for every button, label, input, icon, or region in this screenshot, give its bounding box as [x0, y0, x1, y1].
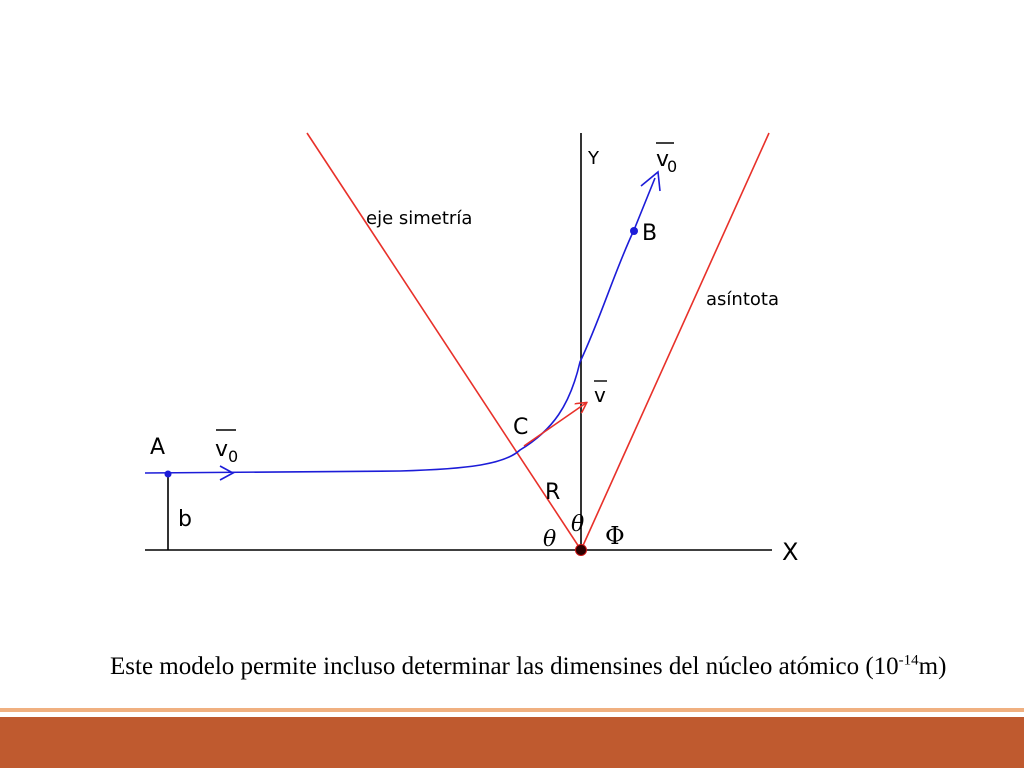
footer-bar [0, 717, 1024, 768]
label-v0-initial: v [215, 437, 229, 462]
label-axis-x: X [782, 538, 799, 566]
label-impact-parameter: b [178, 507, 192, 532]
velocity-c-arrow [524, 403, 586, 446]
caption-text: Este modelo permite incluso determinar las dimensines del núcleo atómico (10 [110, 653, 899, 680]
asymptote-line [581, 133, 769, 550]
label-point-a: A [150, 435, 166, 460]
label-theta-top: θ [571, 512, 585, 537]
label-phi: Φ [605, 522, 625, 550]
label-symmetry-axis: eje simetría [366, 208, 473, 229]
caption-unit: m) [918, 653, 947, 680]
point-a-dot [165, 471, 172, 478]
accent-stripe [0, 708, 1024, 712]
point-b-dot [630, 227, 638, 235]
label-distance-r: R [545, 480, 561, 505]
caption [110, 652, 950, 682]
label-point-c: C [513, 415, 529, 440]
caption-exponent: -14 [898, 652, 919, 669]
nucleus-dot [576, 545, 587, 556]
label-axis-y: Y [588, 148, 599, 169]
label-point-b: B [642, 221, 658, 246]
label-velocity-c: v [594, 383, 606, 407]
label-v0-final: v [656, 147, 670, 172]
label-v0-final-sub: 0 [667, 157, 678, 176]
label-v0-initial-sub: 0 [228, 447, 239, 466]
symmetry-axis-line [307, 133, 581, 550]
label-asymptote: asíntota [706, 289, 779, 310]
label-theta-left: θ [543, 527, 557, 552]
